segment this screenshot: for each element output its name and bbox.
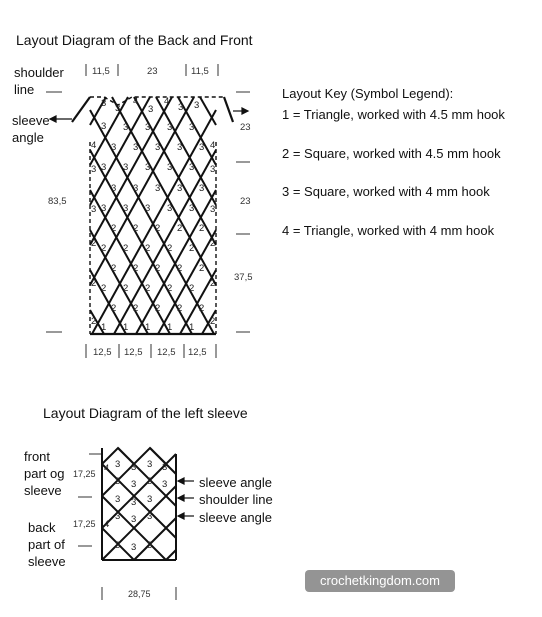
dim-bottom-3: 12,5	[157, 347, 176, 358]
dim-bottom-2: 12,5	[124, 347, 143, 358]
svg-text:3: 3	[115, 103, 121, 114]
dim-right-lower: 37,5	[234, 272, 253, 283]
svg-text:3: 3	[133, 142, 139, 153]
svg-text:3: 3	[210, 164, 216, 175]
svg-text:1: 1	[101, 322, 107, 333]
svg-text:3: 3	[131, 462, 137, 473]
svg-text:3: 3	[115, 476, 121, 487]
svg-text:3: 3	[101, 203, 107, 214]
dim-top-mid: 23	[147, 66, 158, 77]
svg-text:3: 3	[177, 183, 183, 194]
svg-text:2: 2	[155, 223, 161, 234]
svg-text:3: 3	[91, 204, 97, 215]
top-diagram-title: Layout Diagram of the Back and Front	[16, 32, 253, 48]
svg-text:3: 3	[101, 98, 107, 109]
legend-item-4: 4 = Triangle, worked with 4 mm hook	[282, 223, 495, 238]
svg-text:2: 2	[177, 263, 183, 274]
svg-text:4: 4	[91, 140, 97, 151]
sleeve-arrows	[178, 478, 194, 519]
svg-text:3: 3	[131, 497, 137, 508]
svg-text:2: 2	[189, 283, 195, 294]
svg-text:2: 2	[210, 316, 216, 327]
svg-text:3: 3	[189, 162, 195, 173]
svg-text:3: 3	[111, 183, 117, 194]
svg-text:2: 2	[101, 243, 107, 254]
svg-text:3: 3	[111, 142, 117, 153]
svg-text:3: 3	[155, 183, 161, 194]
dim-bottom-4: 12,5	[188, 347, 207, 358]
svg-text:3: 3	[123, 162, 129, 173]
svg-text:3: 3	[210, 204, 216, 215]
svg-text:3: 3	[115, 459, 121, 470]
svg-text:2: 2	[111, 303, 117, 314]
dim-right-upper: 23	[240, 122, 251, 133]
svg-text:2: 2	[177, 223, 183, 234]
svg-text:3: 3	[194, 100, 200, 111]
svg-text:1: 1	[123, 322, 129, 333]
body-lattice	[90, 97, 216, 334]
svg-text:3: 3	[162, 462, 168, 473]
svg-text:3: 3	[147, 540, 153, 551]
svg-text:3: 3	[167, 203, 173, 214]
dim-sleeve-front: 17,25	[73, 469, 96, 479]
svg-text:2: 2	[199, 263, 205, 274]
svg-text:2: 2	[133, 223, 139, 234]
dim-top-right: 11,5	[191, 66, 209, 77]
shoulder-line-label-sleeve: shoulder line	[199, 492, 273, 507]
svg-text:2: 2	[111, 263, 117, 274]
svg-text:3: 3	[101, 162, 107, 173]
sleeve-angle-label-2: sleeve angle	[199, 510, 272, 525]
svg-text:1: 1	[189, 322, 195, 333]
svg-text:2: 2	[145, 283, 151, 294]
dim-right-upper-2: 23	[240, 196, 251, 207]
svg-text:3: 3	[115, 494, 121, 505]
svg-text:3: 3	[155, 142, 161, 153]
svg-text:3: 3	[145, 122, 151, 133]
svg-text:2: 2	[155, 303, 161, 314]
svg-text:2: 2	[177, 303, 183, 314]
dim-left-total: 83,5	[48, 196, 67, 207]
svg-text:2: 2	[189, 243, 195, 254]
dim-sleeve-width: 28,75	[128, 589, 151, 599]
svg-text:2: 2	[91, 316, 97, 327]
svg-text:2: 2	[167, 283, 173, 294]
svg-text:3: 3	[115, 540, 121, 551]
svg-text:3: 3	[115, 511, 121, 522]
svg-text:2: 2	[199, 303, 205, 314]
svg-text:3: 3	[178, 102, 184, 113]
svg-text:3: 3	[189, 122, 195, 133]
svg-text:3: 3	[131, 514, 137, 525]
sleeve-diagram-title: Layout Diagram of the left sleeve	[43, 405, 248, 421]
svg-text:3: 3	[123, 203, 129, 214]
svg-text:2: 2	[145, 243, 151, 254]
dim-top-left: 11,5	[92, 66, 110, 77]
svg-text:2: 2	[123, 243, 129, 254]
shoulder-line-label: shoulder line	[14, 65, 64, 97]
svg-text:3: 3	[148, 104, 154, 115]
svg-text:2: 2	[167, 243, 173, 254]
svg-text:3: 3	[199, 183, 205, 194]
svg-text:2: 2	[133, 303, 139, 314]
svg-text:3: 3	[199, 142, 205, 153]
svg-text:2: 2	[101, 283, 107, 294]
svg-text:2: 2	[199, 223, 205, 234]
svg-text:3: 3	[177, 142, 183, 153]
dim-sleeve-back: 17,25	[73, 519, 96, 529]
svg-text:2: 2	[91, 238, 97, 249]
svg-text:3: 3	[162, 479, 168, 490]
svg-text:3: 3	[189, 203, 195, 214]
sleeve-angle-label-1: sleeve angle	[199, 475, 272, 490]
legend-item-2: 2 = Square, worked with 4.5 mm hook	[282, 146, 501, 161]
svg-text:3: 3	[147, 511, 153, 522]
svg-text:2: 2	[111, 223, 117, 234]
svg-text:2: 2	[133, 263, 139, 274]
svg-text:3: 3	[101, 121, 107, 132]
legend-item-3: 3 = Square, worked with 4 mm hook	[282, 184, 490, 199]
legend-title: Layout Key (Symbol Legend):	[282, 86, 454, 101]
sleeve-angle-label: sleeve angle	[12, 113, 50, 145]
svg-text:1: 1	[167, 322, 173, 333]
svg-text:4: 4	[133, 96, 139, 107]
back-part-label: back part of sleeve	[28, 520, 66, 569]
svg-text:3: 3	[145, 203, 151, 214]
svg-text:3: 3	[147, 459, 153, 470]
svg-text:3: 3	[167, 162, 173, 173]
sleeve-ticks	[78, 454, 176, 600]
svg-text:3: 3	[145, 162, 151, 173]
svg-text:3: 3	[123, 122, 129, 133]
svg-text:3: 3	[131, 479, 137, 490]
svg-text:2: 2	[91, 278, 97, 289]
svg-text:2: 2	[210, 238, 216, 249]
svg-text:1: 1	[145, 322, 151, 333]
svg-text:4: 4	[210, 140, 216, 151]
svg-text:3: 3	[147, 476, 153, 487]
svg-text:2: 2	[155, 263, 161, 274]
front-part-label: front part og sleeve	[24, 449, 65, 498]
svg-text:2: 2	[210, 278, 216, 289]
svg-text:4: 4	[104, 519, 110, 530]
svg-text:4: 4	[104, 463, 110, 474]
svg-text:3: 3	[147, 494, 153, 505]
watermark: crochetkingdom.com	[305, 570, 455, 592]
svg-text:3: 3	[91, 164, 97, 175]
svg-text:3: 3	[133, 183, 139, 194]
svg-text:2: 2	[123, 283, 129, 294]
svg-text:4: 4	[164, 96, 170, 107]
svg-text:3: 3	[131, 542, 137, 553]
svg-text:3: 3	[167, 122, 173, 133]
dim-bottom-1: 12,5	[93, 347, 112, 358]
legend-item-1: 1 = Triangle, worked with 4.5 mm hook	[282, 107, 505, 122]
